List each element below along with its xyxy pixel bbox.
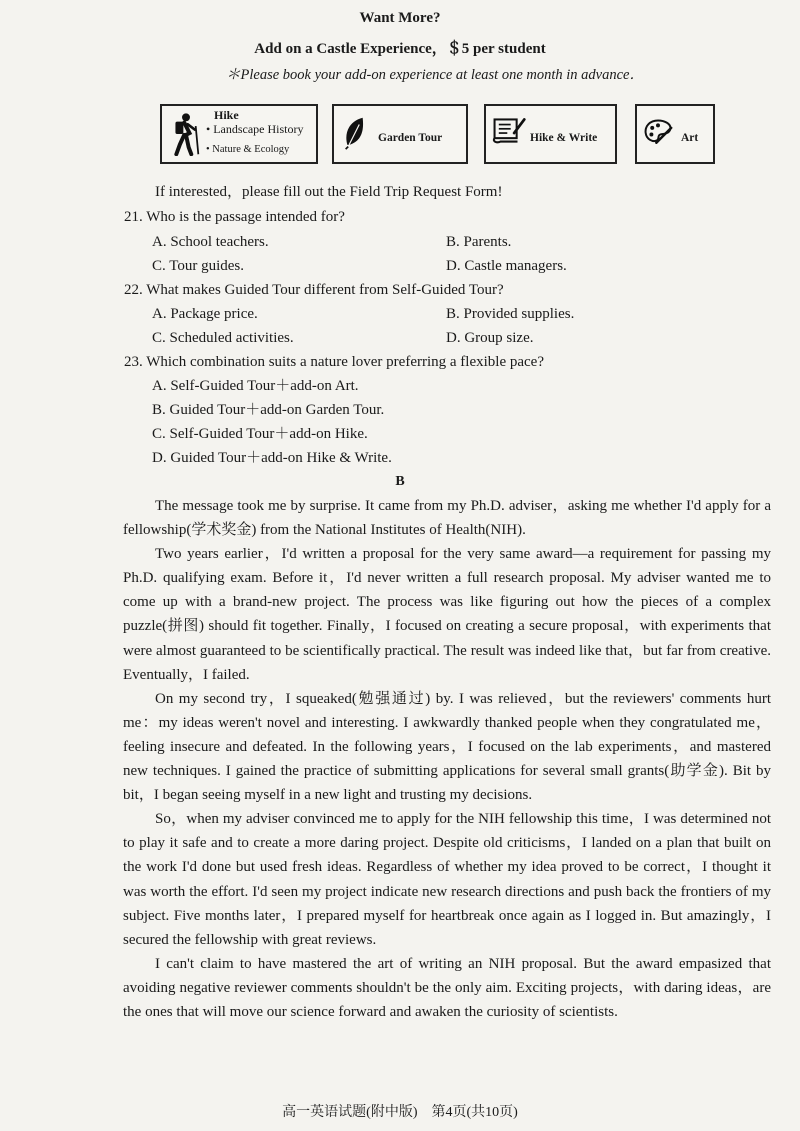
garden-label: Garden Tour <box>378 132 443 144</box>
q22-option-d: D. Group size. <box>446 330 534 346</box>
question-text: What makes Guided Tour different from Self-Guided Tour? <box>146 282 504 298</box>
passage-paragraph: Two years earlier，I'd written a proposal for the very same award—a requirement for passing my Ph.D. qualifying exam. Before it，I'd never written a full research proposal. My adviser wanted me to come up with a brand-new project. The process was like figuring out how the pieces of a complex puzzle(拼图) should fit together. Finally，I focused on creating a secure proposal，with experiments that were almost guaranteed to be scientifically practical. The result was indeed like that，but far from creative. Eventually，I failed. <box>123 546 771 683</box>
q22-option-a: A. Package price. <box>152 306 258 322</box>
question-number: 23. <box>124 354 143 370</box>
hike-title: Hike <box>214 108 239 122</box>
hike-write-option-box <box>484 104 617 164</box>
q23-option-b: B. Guided Tour＋add-on Garden Tour. <box>152 402 385 418</box>
ad-subheading: Add on a Castle Experience，＄5 per student <box>254 41 546 57</box>
ad-cta: If interested，please fill out the Field Trip Request Form! <box>155 184 503 200</box>
question-21 <box>124 207 345 227</box>
leaf-icon <box>342 116 368 150</box>
q21-option-d: D. Castle managers. <box>446 258 567 274</box>
garden-option-box <box>332 104 468 164</box>
passage-paragraph: So，when my adviser convinced me to apply for the NIH fellowship this time，I was determined not to play it safe and to create a more daring project. Despite old criticisms，I landed on a plan that built on the work I'd done but used fresh ideas. Regardless of whether my idea proved to be correct，I thought it was worth the effort. I'd seen my project indicate new research directions and push back the frontiers of my subject. Five months later，I prepared myself for heartbreak once again as I logged in. But amazingly，I secured the fellowship with great reviews. <box>123 811 771 948</box>
hiker-icon <box>168 112 204 156</box>
page-footer: 高一英语试题(附中版) 第4页(共10页) <box>282 1105 518 1120</box>
passage-paragraph: I can't claim to have mastered the art of writing an NIH proposal. But the award empasized that avoiding negative reviewer comments shouldn't be the only aim. Exciting projects，with daring ideas，are the ones that will move our science forward and awaken the curiosity of scientists. <box>123 955 771 1020</box>
hike-item-nature: • Nature & Ecology <box>206 144 290 155</box>
section-label: B <box>395 474 405 489</box>
ad-heading: Want More? <box>359 10 441 26</box>
q23-option-d: D. Guided Tour＋add-on Hike & Write. <box>152 450 392 466</box>
q22-option-c: C. Scheduled activities. <box>152 330 294 346</box>
question-23 <box>124 352 544 372</box>
question-number: 21. <box>124 209 143 225</box>
q21-option-c: C. Tour guides. <box>152 258 245 274</box>
art-option-box <box>635 104 715 164</box>
art-label: Art <box>681 132 699 144</box>
q21-option-a: A. School teachers. <box>152 234 269 250</box>
hike-item-landscape: • Landscape History <box>206 122 304 136</box>
question-text: Who is the passage intended for? <box>146 209 345 225</box>
ad-note: ＊Please book your add-on experience at least one month in advance． <box>226 67 644 83</box>
passage-paragraph: On my second try，I squeaked(勉强通过) by. I was relieved，but the reviewers' comments hurt me：my ideas weren't novel and interesting. I awkwardly thanked people when they congratulated me，feeling insecure and defeated. In the following years，I focused on the lab experiments，and mastered new techniques. I gained the practice of submitting applications for several small grants(助学金). Bit by bit，I began seeing myself in a new light and trusting my decisions. <box>123 690 771 804</box>
hike-write-label: Hike & Write <box>530 132 598 144</box>
q23-option-c: C. Self-Guided Tour＋add-on Hike. <box>152 426 368 442</box>
question-text: Which combination suits a nature lover preferring a flexible pace? <box>146 354 544 370</box>
q23-option-a: A. Self-Guided Tour＋add-on Art. <box>152 378 359 394</box>
palette-brush-icon <box>643 118 673 146</box>
passage-paragraph: The message took me by surprise. It came from my Ph.D. adviser，asking me whether I'd apply for a fellowship(学术奖金) from the National Institutes of Health(NIH). <box>123 498 771 539</box>
hike-option-box <box>160 104 318 164</box>
q22-option-b: B. Provided supplies. <box>446 306 575 322</box>
q21-option-b: B. Parents. <box>446 234 512 250</box>
question-number: 22. <box>124 282 143 298</box>
question-22 <box>124 280 504 300</box>
scroll-pen-icon <box>492 116 526 145</box>
passage-body <box>123 494 771 1024</box>
